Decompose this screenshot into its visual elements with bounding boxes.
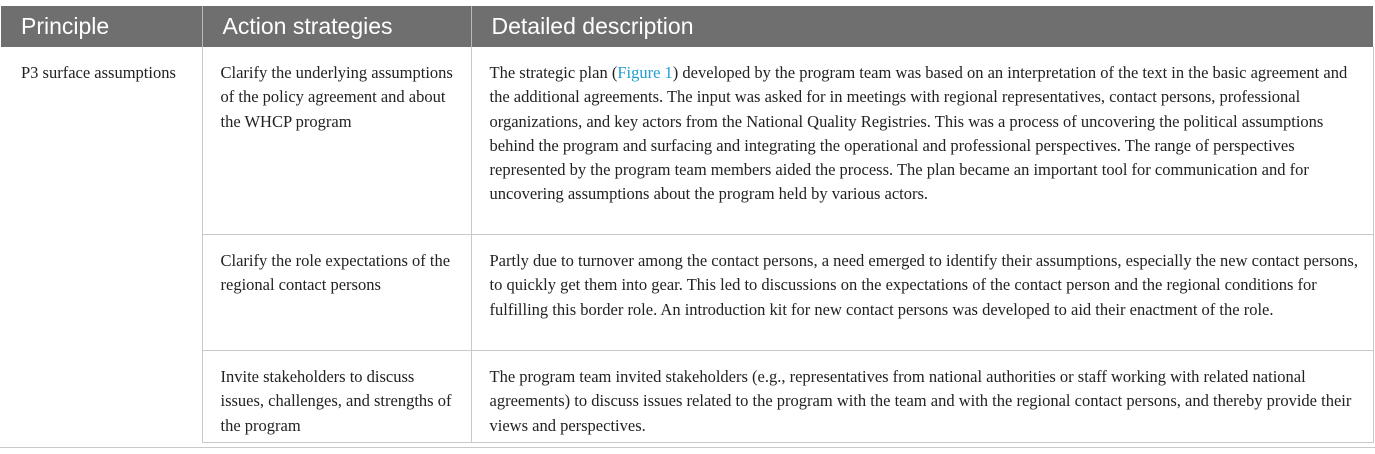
table-row — [1, 351, 1373, 443]
action-strategy-cell: Clarify the role expectations of the regional contact persons — [202, 235, 471, 351]
description-text-end: ) developed by the program team was based on an interpretation of the text in the basic agreement and the additional agreements. The input was asked for in meetings with regional representatives, contact persons, professional organizations, and key actors from the National Quality Registries. This was a process of uncovering the political assumptions behind the program and surfacing and integrating the operational and professional perspectives. The range of perspectives represented by the program team members aided the process. The plan became an important tool for communication and for uncovering assumptions about the program held by various actors. — [489, 63, 1348, 204]
table-row — [1, 47, 1373, 235]
description-text-start: The strategic plan ( — [489, 63, 618, 82]
table-header — [1, 6, 1373, 47]
action-strategy-cell: Clarify the underlying assumptions of the policy agreement and about the WHCP program — [202, 47, 471, 235]
table-row — [1, 235, 1373, 351]
description-cell — [471, 47, 1373, 235]
header-principle: Principle — [1, 6, 202, 47]
action-strategy-cell: Invite stakeholders to discuss issues, challenges, and strengths of the program — [202, 351, 471, 443]
header-action-strategies: Action strategies — [202, 6, 471, 47]
description-cell: The program team invited stakeholders (e.g., representatives from national authorities or staff working with related national agreements) to discuss issues related to the program with the team and with the regional contact persons, and thereby provide their views and perspectives. — [471, 351, 1373, 443]
table-body — [1, 47, 1373, 443]
description-cell: Partly due to turnover among the contact persons, a need emerged to identify their assumptions, especially the new contact persons, to quickly get them into gear. This led to discussions on the expectations of the contact person and the regional conditions for fulfilling this border role. An introduction kit for new contact persons was developed to aid their enactment of the role. — [471, 235, 1373, 351]
header-row — [1, 6, 1373, 47]
principles-table — [1, 6, 1374, 443]
principle-cell: P3 surface assumptions — [1, 47, 202, 443]
table-bottom-divider — [0, 447, 1375, 448]
figure-1-link[interactable]: Figure 1 — [617, 63, 673, 82]
header-detailed-description: Detailed description — [471, 6, 1373, 47]
